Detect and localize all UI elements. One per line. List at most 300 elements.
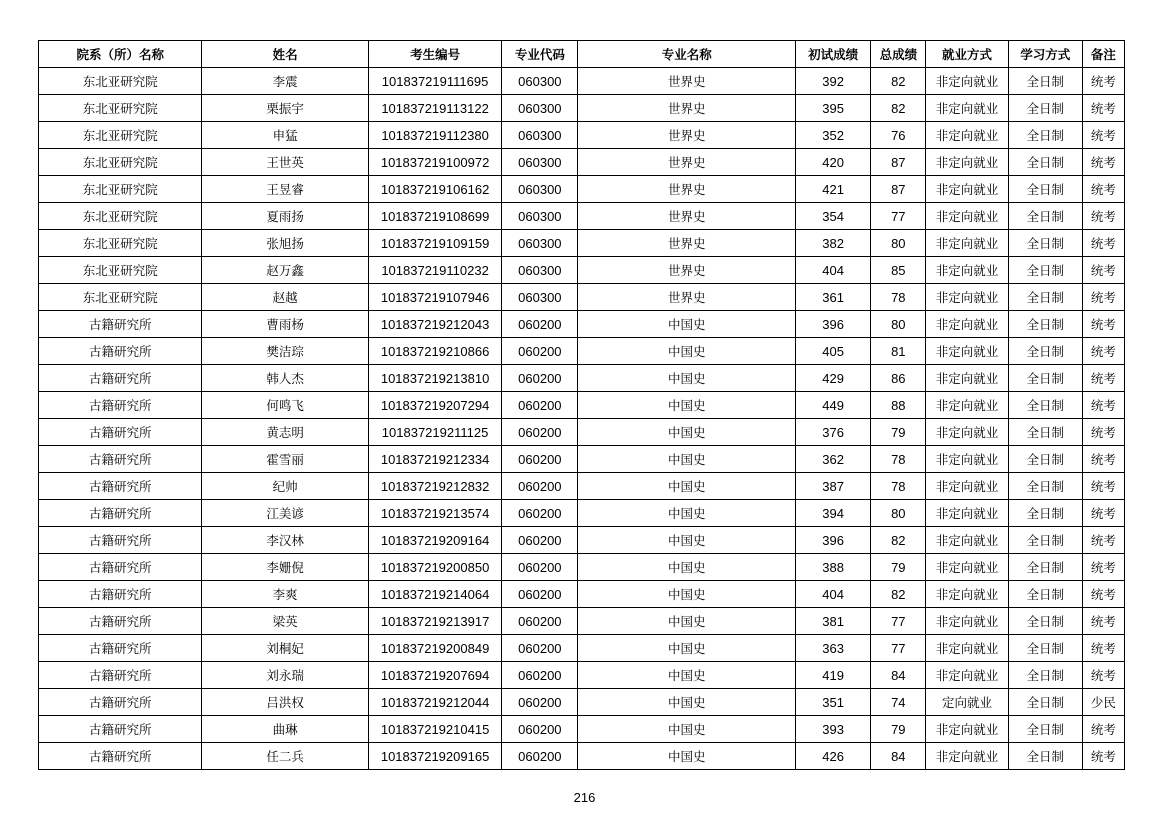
cell-name: 王世英: [202, 149, 368, 176]
cell-total-score: 82: [871, 95, 926, 122]
cell-study-mode: 全日制: [1008, 419, 1082, 446]
cell-department: 古籍研究所: [39, 581, 202, 608]
cell-employment-type: 非定向就业: [926, 68, 1008, 95]
cell-remarks: 统考: [1082, 635, 1124, 662]
cell-department: 古籍研究所: [39, 716, 202, 743]
cell-major-name: 中国史: [578, 365, 796, 392]
cell-department: 东北亚研究院: [39, 230, 202, 257]
cell-total-score: 82: [871, 68, 926, 95]
cell-department: 东北亚研究院: [39, 68, 202, 95]
header-department: 院系（所）名称: [39, 41, 202, 68]
cell-name: 夏雨扬: [202, 203, 368, 230]
cell-exam-id: 101837219209164: [368, 527, 501, 554]
header-name: 姓名: [202, 41, 368, 68]
cell-remarks: 统考: [1082, 743, 1124, 770]
table-row: [39, 365, 1125, 392]
cell-employment-type: 非定向就业: [926, 608, 1008, 635]
cell-department: 古籍研究所: [39, 392, 202, 419]
cell-name: 李汉林: [202, 527, 368, 554]
cell-initial-score: 421: [796, 176, 871, 203]
header-major-code: 专业代码: [502, 41, 578, 68]
cell-employment-type: 非定向就业: [926, 446, 1008, 473]
admission-table: [38, 40, 1125, 770]
cell-department: 古籍研究所: [39, 365, 202, 392]
cell-major-code: 060200: [502, 743, 578, 770]
cell-department: 古籍研究所: [39, 473, 202, 500]
table-row: [39, 284, 1125, 311]
cell-remarks: 统考: [1082, 446, 1124, 473]
cell-initial-score: 352: [796, 122, 871, 149]
cell-total-score: 82: [871, 581, 926, 608]
cell-employment-type: 非定向就业: [926, 203, 1008, 230]
cell-remarks: 统考: [1082, 68, 1124, 95]
cell-name: 黄志明: [202, 419, 368, 446]
cell-exam-id: 101837219213810: [368, 365, 501, 392]
cell-remarks: 统考: [1082, 419, 1124, 446]
cell-initial-score: 419: [796, 662, 871, 689]
table-row: [39, 203, 1125, 230]
cell-exam-id: 101837219106162: [368, 176, 501, 203]
cell-major-code: 060300: [502, 257, 578, 284]
table-row: [39, 662, 1125, 689]
cell-remarks: 统考: [1082, 527, 1124, 554]
cell-department: 古籍研究所: [39, 527, 202, 554]
cell-name: 纪帅: [202, 473, 368, 500]
cell-major-name: 中国史: [578, 473, 796, 500]
cell-exam-id: 101837219100972: [368, 149, 501, 176]
cell-remarks: 统考: [1082, 662, 1124, 689]
table-row: [39, 500, 1125, 527]
cell-initial-score: 405: [796, 338, 871, 365]
cell-total-score: 88: [871, 392, 926, 419]
cell-department: 东北亚研究院: [39, 122, 202, 149]
cell-major-code: 060200: [502, 473, 578, 500]
cell-study-mode: 全日制: [1008, 95, 1082, 122]
cell-name: 樊洁琮: [202, 338, 368, 365]
cell-initial-score: 381: [796, 608, 871, 635]
cell-major-name: 中国史: [578, 419, 796, 446]
cell-study-mode: 全日制: [1008, 527, 1082, 554]
cell-major-code: 060200: [502, 365, 578, 392]
cell-major-name: 世界史: [578, 257, 796, 284]
cell-name: 申猛: [202, 122, 368, 149]
cell-major-name: 世界史: [578, 284, 796, 311]
cell-study-mode: 全日制: [1008, 716, 1082, 743]
cell-major-name: 中国史: [578, 581, 796, 608]
cell-total-score: 80: [871, 311, 926, 338]
cell-initial-score: 354: [796, 203, 871, 230]
cell-exam-id: 101837219200850: [368, 554, 501, 581]
cell-employment-type: 非定向就业: [926, 392, 1008, 419]
table-row: [39, 311, 1125, 338]
cell-total-score: 77: [871, 635, 926, 662]
cell-department: 古籍研究所: [39, 500, 202, 527]
cell-major-name: 中国史: [578, 689, 796, 716]
cell-study-mode: 全日制: [1008, 284, 1082, 311]
cell-exam-id: 101837219112380: [368, 122, 501, 149]
cell-department: 古籍研究所: [39, 338, 202, 365]
cell-initial-score: 429: [796, 365, 871, 392]
cell-major-code: 060200: [502, 500, 578, 527]
page-number: 216: [573, 790, 596, 805]
cell-major-name: 中国史: [578, 554, 796, 581]
cell-department: 古籍研究所: [39, 689, 202, 716]
cell-study-mode: 全日制: [1008, 176, 1082, 203]
cell-initial-score: 363: [796, 635, 871, 662]
cell-employment-type: 非定向就业: [926, 122, 1008, 149]
cell-major-name: 世界史: [578, 203, 796, 230]
cell-exam-id: 101837219207294: [368, 392, 501, 419]
cell-employment-type: 非定向就业: [926, 581, 1008, 608]
cell-exam-id: 101837219200849: [368, 635, 501, 662]
cell-study-mode: 全日制: [1008, 554, 1082, 581]
cell-total-score: 77: [871, 203, 926, 230]
cell-employment-type: 非定向就业: [926, 257, 1008, 284]
cell-employment-type: 非定向就业: [926, 500, 1008, 527]
cell-initial-score: 404: [796, 581, 871, 608]
cell-major-code: 060300: [502, 95, 578, 122]
cell-study-mode: 全日制: [1008, 689, 1082, 716]
cell-study-mode: 全日制: [1008, 311, 1082, 338]
table-row: [39, 581, 1125, 608]
cell-exam-id: 101837219212044: [368, 689, 501, 716]
cell-initial-score: 396: [796, 527, 871, 554]
cell-major-code: 060300: [502, 122, 578, 149]
table-row: [39, 176, 1125, 203]
cell-remarks: 统考: [1082, 122, 1124, 149]
cell-study-mode: 全日制: [1008, 473, 1082, 500]
cell-total-score: 82: [871, 527, 926, 554]
cell-department: 东北亚研究院: [39, 176, 202, 203]
cell-total-score: 80: [871, 230, 926, 257]
cell-name: 李姗倪: [202, 554, 368, 581]
cell-major-name: 中国史: [578, 527, 796, 554]
cell-employment-type: 非定向就业: [926, 419, 1008, 446]
cell-study-mode: 全日制: [1008, 257, 1082, 284]
table-row: [39, 230, 1125, 257]
cell-total-score: 78: [871, 446, 926, 473]
cell-remarks: 统考: [1082, 203, 1124, 230]
cell-major-code: 060200: [502, 392, 578, 419]
cell-study-mode: 全日制: [1008, 446, 1082, 473]
cell-study-mode: 全日制: [1008, 203, 1082, 230]
cell-total-score: 87: [871, 149, 926, 176]
cell-remarks: 统考: [1082, 95, 1124, 122]
cell-name: 栗振宇: [202, 95, 368, 122]
table-row: [39, 122, 1125, 149]
cell-exam-id: 101837219209165: [368, 743, 501, 770]
cell-name: 赵万鑫: [202, 257, 368, 284]
cell-major-code: 060200: [502, 689, 578, 716]
cell-remarks: 统考: [1082, 554, 1124, 581]
cell-name: 李震: [202, 68, 368, 95]
cell-exam-id: 101837219212334: [368, 446, 501, 473]
cell-employment-type: 非定向就业: [926, 662, 1008, 689]
cell-exam-id: 101837219210415: [368, 716, 501, 743]
cell-department: 古籍研究所: [39, 554, 202, 581]
cell-remarks: 统考: [1082, 311, 1124, 338]
header-remarks: 备注: [1082, 41, 1124, 68]
cell-employment-type: 非定向就业: [926, 365, 1008, 392]
cell-major-name: 中国史: [578, 716, 796, 743]
table-row: [39, 554, 1125, 581]
header-study-mode: 学习方式: [1008, 41, 1082, 68]
cell-exam-id: 101837219212832: [368, 473, 501, 500]
cell-initial-score: 396: [796, 311, 871, 338]
cell-department: 古籍研究所: [39, 419, 202, 446]
cell-exam-id: 101837219109159: [368, 230, 501, 257]
table-row: [39, 473, 1125, 500]
cell-remarks: 统考: [1082, 473, 1124, 500]
cell-major-code: 060200: [502, 527, 578, 554]
cell-name: 何鸣飞: [202, 392, 368, 419]
cell-total-score: 79: [871, 419, 926, 446]
cell-exam-id: 101837219213917: [368, 608, 501, 635]
cell-study-mode: 全日制: [1008, 338, 1082, 365]
cell-initial-score: 376: [796, 419, 871, 446]
cell-exam-id: 101837219210866: [368, 338, 501, 365]
cell-total-score: 85: [871, 257, 926, 284]
cell-major-name: 中国史: [578, 500, 796, 527]
header-major-name: 专业名称: [578, 41, 796, 68]
cell-major-code: 060300: [502, 203, 578, 230]
cell-exam-id: 101837219207694: [368, 662, 501, 689]
cell-initial-score: 426: [796, 743, 871, 770]
cell-exam-id: 101837219214064: [368, 581, 501, 608]
cell-major-code: 060300: [502, 176, 578, 203]
cell-initial-score: 387: [796, 473, 871, 500]
cell-employment-type: 非定向就业: [926, 311, 1008, 338]
cell-major-code: 060200: [502, 608, 578, 635]
cell-exam-id: 101837219110232: [368, 257, 501, 284]
cell-department: 古籍研究所: [39, 311, 202, 338]
cell-employment-type: 非定向就业: [926, 230, 1008, 257]
cell-name: 王昱睿: [202, 176, 368, 203]
table-row: [39, 446, 1125, 473]
header-employment-type: 就业方式: [926, 41, 1008, 68]
cell-major-code: 060200: [502, 716, 578, 743]
cell-employment-type: 非定向就业: [926, 635, 1008, 662]
cell-major-name: 中国史: [578, 662, 796, 689]
cell-name: 曲琳: [202, 716, 368, 743]
cell-study-mode: 全日制: [1008, 635, 1082, 662]
cell-department: 东北亚研究院: [39, 95, 202, 122]
cell-employment-type: 非定向就业: [926, 338, 1008, 365]
cell-department: 古籍研究所: [39, 446, 202, 473]
cell-name: 张旭扬: [202, 230, 368, 257]
cell-employment-type: 非定向就业: [926, 284, 1008, 311]
cell-remarks: 统考: [1082, 392, 1124, 419]
cell-study-mode: 全日制: [1008, 581, 1082, 608]
cell-employment-type: 非定向就业: [926, 716, 1008, 743]
cell-initial-score: 382: [796, 230, 871, 257]
cell-major-name: 中国史: [578, 743, 796, 770]
cell-name: 任二兵: [202, 743, 368, 770]
cell-major-code: 060300: [502, 230, 578, 257]
cell-total-score: 79: [871, 716, 926, 743]
cell-major-name: 世界史: [578, 95, 796, 122]
cell-remarks: 统考: [1082, 608, 1124, 635]
cell-initial-score: 404: [796, 257, 871, 284]
cell-department: 东北亚研究院: [39, 257, 202, 284]
cell-major-code: 060200: [502, 338, 578, 365]
cell-exam-id: 101837219211125: [368, 419, 501, 446]
cell-exam-id: 101837219113122: [368, 95, 501, 122]
cell-major-name: 中国史: [578, 446, 796, 473]
cell-remarks: 统考: [1082, 284, 1124, 311]
cell-initial-score: 388: [796, 554, 871, 581]
cell-study-mode: 全日制: [1008, 500, 1082, 527]
cell-name: 赵越: [202, 284, 368, 311]
cell-study-mode: 全日制: [1008, 365, 1082, 392]
table-row: [39, 257, 1125, 284]
cell-study-mode: 全日制: [1008, 662, 1082, 689]
cell-remarks: 统考: [1082, 365, 1124, 392]
cell-total-score: 86: [871, 365, 926, 392]
table-row: [39, 689, 1125, 716]
table-row: [39, 68, 1125, 95]
cell-total-score: 84: [871, 662, 926, 689]
cell-major-code: 060300: [502, 149, 578, 176]
cell-department: 古籍研究所: [39, 608, 202, 635]
cell-remarks: 少民: [1082, 689, 1124, 716]
cell-major-code: 060200: [502, 581, 578, 608]
table-row: [39, 338, 1125, 365]
header-initial-score: 初试成绩: [796, 41, 871, 68]
cell-remarks: 统考: [1082, 338, 1124, 365]
cell-major-name: 世界史: [578, 149, 796, 176]
cell-exam-id: 101837219213574: [368, 500, 501, 527]
cell-department: 古籍研究所: [39, 743, 202, 770]
cell-major-name: 中国史: [578, 635, 796, 662]
cell-initial-score: 449: [796, 392, 871, 419]
cell-employment-type: 非定向就业: [926, 473, 1008, 500]
table-row: [39, 743, 1125, 770]
cell-initial-score: 420: [796, 149, 871, 176]
cell-exam-id: 101837219111695: [368, 68, 501, 95]
cell-total-score: 80: [871, 500, 926, 527]
cell-name: 刘永瑞: [202, 662, 368, 689]
cell-remarks: 统考: [1082, 716, 1124, 743]
cell-employment-type: 非定向就业: [926, 176, 1008, 203]
cell-remarks: 统考: [1082, 581, 1124, 608]
cell-major-code: 060200: [502, 554, 578, 581]
cell-major-code: 060200: [502, 446, 578, 473]
cell-remarks: 统考: [1082, 176, 1124, 203]
cell-name: 霍雪丽: [202, 446, 368, 473]
cell-department: 东北亚研究院: [39, 284, 202, 311]
cell-study-mode: 全日制: [1008, 68, 1082, 95]
table-row: [39, 716, 1125, 743]
table-row: [39, 635, 1125, 662]
cell-department: 东北亚研究院: [39, 149, 202, 176]
table-body: [39, 68, 1125, 770]
cell-major-code: 060200: [502, 635, 578, 662]
cell-remarks: 统考: [1082, 230, 1124, 257]
table-row: [39, 392, 1125, 419]
table-row: [39, 527, 1125, 554]
cell-major-name: 中国史: [578, 608, 796, 635]
cell-major-code: 060200: [502, 662, 578, 689]
cell-initial-score: 395: [796, 95, 871, 122]
cell-major-name: 世界史: [578, 68, 796, 95]
cell-total-score: 78: [871, 284, 926, 311]
cell-initial-score: 362: [796, 446, 871, 473]
table-row: [39, 608, 1125, 635]
cell-remarks: 统考: [1082, 500, 1124, 527]
cell-total-score: 79: [871, 554, 926, 581]
cell-employment-type: 非定向就业: [926, 95, 1008, 122]
cell-exam-id: 101837219107946: [368, 284, 501, 311]
cell-employment-type: 非定向就业: [926, 743, 1008, 770]
table-header-row: [39, 41, 1125, 68]
cell-total-score: 81: [871, 338, 926, 365]
cell-study-mode: 全日制: [1008, 608, 1082, 635]
cell-employment-type: 定向就业: [926, 689, 1008, 716]
cell-employment-type: 非定向就业: [926, 149, 1008, 176]
cell-study-mode: 全日制: [1008, 743, 1082, 770]
cell-major-name: 世界史: [578, 122, 796, 149]
cell-exam-id: 101837219108699: [368, 203, 501, 230]
cell-major-name: 世界史: [578, 176, 796, 203]
cell-name: 李爽: [202, 581, 368, 608]
cell-total-score: 84: [871, 743, 926, 770]
cell-total-score: 87: [871, 176, 926, 203]
cell-initial-score: 351: [796, 689, 871, 716]
cell-name: 吕洪权: [202, 689, 368, 716]
cell-employment-type: 非定向就业: [926, 554, 1008, 581]
header-total-score: 总成绩: [871, 41, 926, 68]
cell-major-code: 060300: [502, 284, 578, 311]
table-row: [39, 419, 1125, 446]
cell-initial-score: 394: [796, 500, 871, 527]
cell-name: 刘桐妃: [202, 635, 368, 662]
cell-study-mode: 全日制: [1008, 149, 1082, 176]
cell-total-score: 78: [871, 473, 926, 500]
table-row: [39, 95, 1125, 122]
cell-initial-score: 392: [796, 68, 871, 95]
cell-total-score: 76: [871, 122, 926, 149]
cell-department: 东北亚研究院: [39, 203, 202, 230]
cell-major-name: 中国史: [578, 392, 796, 419]
header-exam-id: 考生编号: [368, 41, 501, 68]
cell-study-mode: 全日制: [1008, 122, 1082, 149]
cell-major-code: 060200: [502, 311, 578, 338]
cell-name: 梁英: [202, 608, 368, 635]
cell-name: 江美谚: [202, 500, 368, 527]
cell-name: 曹雨杨: [202, 311, 368, 338]
cell-major-name: 世界史: [578, 230, 796, 257]
cell-remarks: 统考: [1082, 149, 1124, 176]
cell-major-name: 中国史: [578, 311, 796, 338]
cell-name: 韩人杰: [202, 365, 368, 392]
cell-initial-score: 361: [796, 284, 871, 311]
cell-department: 古籍研究所: [39, 662, 202, 689]
cell-major-code: 060300: [502, 68, 578, 95]
cell-total-score: 77: [871, 608, 926, 635]
cell-major-code: 060200: [502, 419, 578, 446]
cell-employment-type: 非定向就业: [926, 527, 1008, 554]
cell-initial-score: 393: [796, 716, 871, 743]
cell-study-mode: 全日制: [1008, 230, 1082, 257]
cell-major-name: 中国史: [578, 338, 796, 365]
cell-total-score: 74: [871, 689, 926, 716]
cell-department: 古籍研究所: [39, 635, 202, 662]
cell-exam-id: 101837219212043: [368, 311, 501, 338]
cell-study-mode: 全日制: [1008, 392, 1082, 419]
table-row: [39, 149, 1125, 176]
cell-remarks: 统考: [1082, 257, 1124, 284]
